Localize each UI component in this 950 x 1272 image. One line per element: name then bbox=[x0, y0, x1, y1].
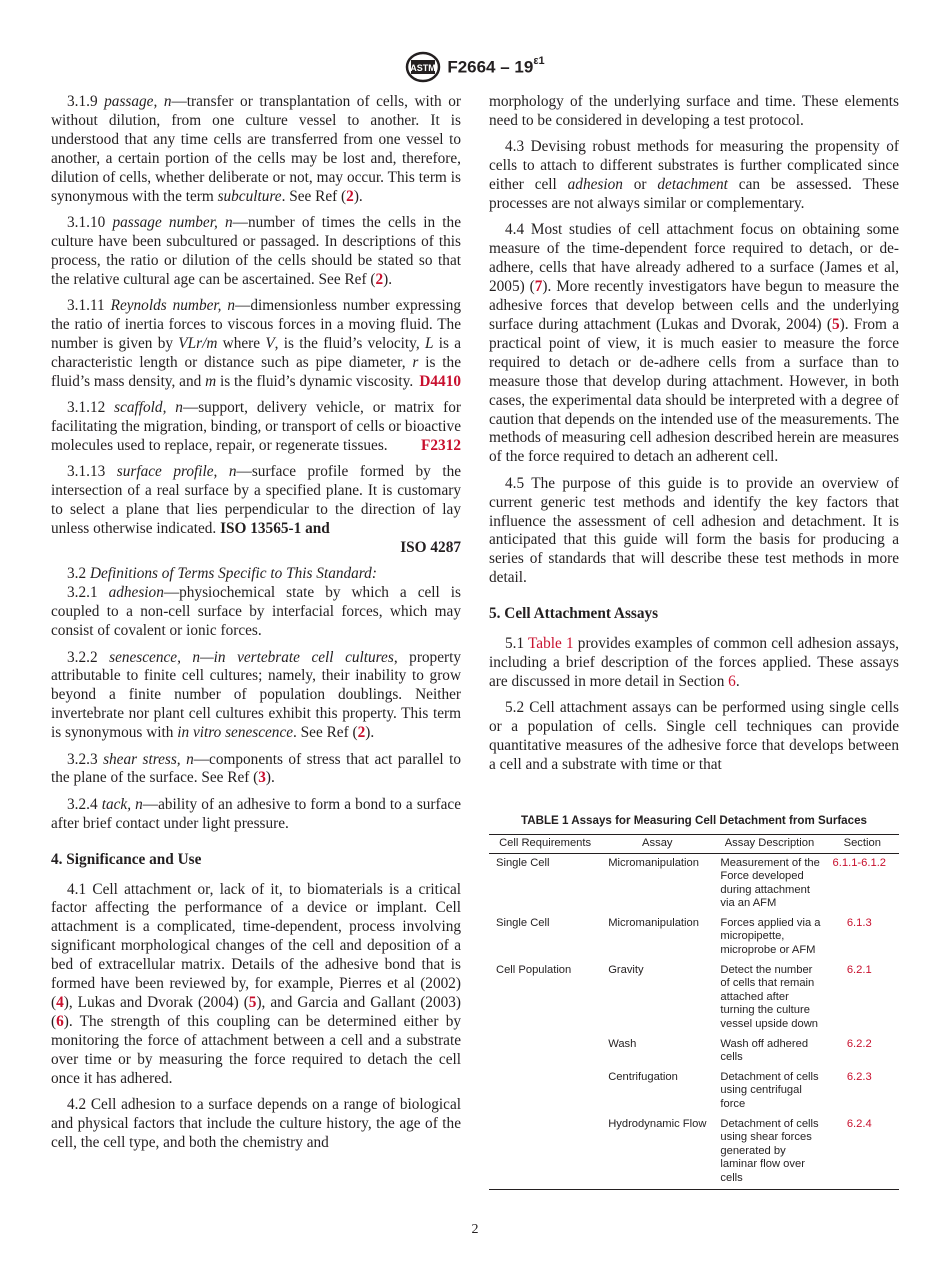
para-3-1-13: 3.1.13 surface profile, n—surface profile formed by the intersection of a real surface by a specified plane. It is customary to select a plane that lies perpendicular to the direction of lay unless otherwise indicated. ISO 13565-1 and ISO 4287 bbox=[51, 463, 462, 556]
ref-link[interactable]: 6 bbox=[56, 1012, 64, 1030]
table-cell: Detachment of cells using centrifugal force bbox=[720, 1070, 819, 1110]
table-cell: Wash off adhered cells bbox=[720, 1037, 809, 1064]
para-5-2: 5.2 Cell attachment assays can be performed using single cells or a population of cells. Single cell techniques can provide quantitative measures of the adhesive force that develops between a cell and a substrate with time or that bbox=[489, 699, 899, 773]
para-3-2-4: 3.2.4 tack, n—ability of an adhesive to form a bond to a surface after brief contact under light pressure. bbox=[51, 795, 461, 832]
designation: $F2664 - 19^{\varepsilon 1}$ bbox=[447, 54, 545, 77]
table-cell: Cell Population bbox=[496, 963, 572, 976]
section-5-heading: 5. Cell Attachment Assays bbox=[489, 605, 659, 623]
para-4-5: 4.5 The purpose of this guide is to provide an overview of current generic test methods and identify the key factors that influence the assessment of cell adhesion and detachment. It is anticipated that this guide will form the basis for producing a series of standards that will describe these test methods in more detail. bbox=[489, 474, 899, 587]
table-cell: Measurement of the Force developed during attachment via an AFM bbox=[720, 856, 820, 910]
table-row bbox=[489, 914, 899, 961]
table-cell: Forces applied via a micropipette, microprobe or AFM bbox=[720, 916, 821, 957]
standard-link[interactable]: F2312 bbox=[421, 436, 461, 454]
svg-text:ASTM: ASTM bbox=[410, 63, 437, 73]
para-4-1: 4.1 Cell attachment or, lack of it, to biomaterials is a critical factor affecting the performance of a device or implant. Cell attachment is a complicated, time-dependent, process involving significant morphological changes of the cell and deposition of a bed of extracellular matrix. Details of the adhesive bond that is formed have been reviewed by, for example, Pierres et al (2002) (4), Lukas and Dvorak (2004) (5), and Garcia and Gallant (2003) (6). The strength of this coupling can be determined either by monitoring the force of attachment between a cell and a substrate over time or by measuring the force required to detach the cell once it has adhered. bbox=[51, 880, 461, 1087]
column-header: Assay Description bbox=[713, 834, 825, 853]
section-link[interactable]: 6.2.3 bbox=[846, 1070, 872, 1083]
table-cell: Wash bbox=[608, 1037, 637, 1050]
standard-link[interactable]: D4410 bbox=[419, 372, 461, 390]
ref-link[interactable]: 5 bbox=[248, 994, 257, 1011]
ref-link[interactable]: 5 bbox=[831, 315, 840, 333]
standard-ref: ISO 4287 bbox=[400, 538, 461, 556]
para-4-2: 4.2 Cell adhesion to a surface depends on a range of biological and physical factors that include the culture history, the age of the cell, the cell type, and both the chemistry and bbox=[51, 1096, 461, 1151]
para-3-1-12: 3.1.12 scaffold, n—support, delivery vehicle, or matrix for facilitating the migration, binding, or transport of cells or bioactive molecules used to replace, repair, or regenerate tissues. F2312 bbox=[51, 399, 461, 454]
table-cell: Centrifugation bbox=[608, 1070, 678, 1083]
table-cell bbox=[489, 1035, 601, 1068]
table-caption: TABLE 1 Assays for Measuring Cell Detachment from Surfaces bbox=[521, 813, 867, 827]
para-3-2: 3.2 Definitions of Terms Specific to This Standard: bbox=[67, 565, 377, 583]
ref-link[interactable]: 2 bbox=[375, 270, 384, 288]
left-column bbox=[51, 93, 461, 1160]
ref-link[interactable]: 7 bbox=[534, 278, 543, 296]
section-link[interactable]: 6.1.3 bbox=[846, 916, 872, 929]
para-4-4: 4.4 Most studies of cell attachment focus on obtaining some measure of the time-dependent force required to detach, or de-adhere, cells that have already adhered to a surface (James et al, 2005) (7). More recently investigators have begun to measure the adhesive forces that develop between cells and the underlying surface during attachment (Lukas and Dvorak, 2004) (5). From a practical point of view, it is much easier to measure the force required to detach or de-adhere cells from a surface than to measure those that develop during attachment. However, in both cases, the experimental data should be interpreted with a degree of caution that depends on the intended use of the measurements. The methods of measuring cell adhesion described herein are measures of the force required to detach an adherent cell. bbox=[489, 221, 899, 466]
table-row bbox=[489, 1035, 899, 1068]
page-header bbox=[0, 50, 950, 84]
ref-link[interactable]: 3 bbox=[258, 769, 266, 787]
para-3-2-3: 3.2.3 shear stress, n—components of stress that act parallel to the plane of the surface. See Ref (3). bbox=[51, 750, 461, 787]
ref-link[interactable]: 2 bbox=[346, 187, 354, 205]
table-cell: Hydrodynamic Flow bbox=[601, 1115, 713, 1189]
table-cell: Single Cell bbox=[496, 916, 550, 929]
section-link[interactable]: 6.2.2 bbox=[846, 1037, 872, 1050]
table-cell: Gravity bbox=[608, 963, 644, 976]
astm-logo-icon bbox=[405, 51, 441, 83]
table-row bbox=[489, 961, 899, 1035]
section-link[interactable]: 6.2.4 bbox=[826, 1115, 899, 1189]
table-cell: Single Cell bbox=[496, 856, 550, 869]
ref-link[interactable]: 2 bbox=[357, 724, 366, 742]
standard-ref: ISO 13565-1 and bbox=[220, 520, 330, 538]
para-3-2-2: 3.2.2 senescence, n—in vertebrate cell cultures, property attributable to finite cell cultures; namely, their inability to grow beyond a finite number of population doublings. Neither invertebrate nor plant cell cultures exhibit this property. This term is synonymous with in vitro senescence. See Ref (2). bbox=[51, 648, 461, 742]
table-row bbox=[489, 1115, 899, 1189]
column-header: Assay bbox=[601, 834, 713, 853]
para-3-1-10: 3.1.10 passage number, n—number of times the cells in the culture have been subcultured or passaged. In descriptions of this process, the ratio or dilution of the cells should be stated so that the relative cultural age can be ascertained. See Ref (2). bbox=[51, 213, 461, 288]
para-3-1-11: 3.1.11 Reynolds number, n—dimensionless number expressing the ratio of inertia forces to viscous forces in a moving fluid. The number is given by VLr/m where V, is the fluid’s velocity, L is a characteristic length or distance such as pipe diameter, r is the fluid’s mass density, and m is the fluid’s dynamic viscosity. D4410 bbox=[51, 297, 461, 390]
section-4-heading: 4. Significance and Use bbox=[51, 850, 202, 868]
table-header-row bbox=[489, 834, 899, 853]
table-cell: Micromanipulation bbox=[608, 856, 699, 869]
para-5-1: 5.1 Table 1 provides examples of common cell adhesion assays, including a brief description of the forces applied. These assays are discussed in more detail in Section 6. bbox=[489, 635, 899, 690]
column-header: Cell Requirements bbox=[489, 834, 601, 853]
para-3-1-9: 3.1.9 passage, n—transfer or transplantation of cells, with or without dilution, from one culture vessel to another. It is understood that any time cells are transferred from one vessel to another, a certain portion of the cells may be lost and, therefore, dilution of cells, whether deliberate or not, may occur. This term is synonymous with the term subculture. See Ref (2). bbox=[51, 93, 462, 205]
table-cell: Detect the number of cells that remain attached after turning the culture vessel upside down bbox=[720, 963, 819, 1031]
table-cell bbox=[489, 1068, 601, 1115]
section-link[interactable]: 6.2.1 bbox=[846, 963, 872, 976]
section-link[interactable]: 6.1.1-6.1.2 bbox=[832, 856, 887, 869]
table-cell: Micromanipulation bbox=[608, 916, 699, 929]
table-cell bbox=[489, 1115, 601, 1189]
assay-table bbox=[489, 834, 899, 1190]
para-3-2-1: 3.2.1 adhesion—physiochemical state by which a cell is coupled to a non-cell surface by interfacial forces, which may consist of covalent or ionic forces. bbox=[51, 584, 461, 640]
table-link[interactable]: Table 1 bbox=[528, 635, 574, 653]
column-header: Section bbox=[826, 834, 899, 853]
table-cell: Detachment of cells using shear forces generated by laminar flow over cells bbox=[713, 1115, 825, 1189]
para-4-2-continued: morphology of the underlying surface and time. These elements need to be considered in developing a test protocol. bbox=[489, 93, 899, 129]
table-row bbox=[489, 853, 899, 914]
page-number: 2 bbox=[471, 1222, 479, 1237]
table-row bbox=[489, 1068, 899, 1115]
right-column bbox=[489, 93, 899, 1190]
ref-link[interactable]: 4 bbox=[56, 994, 64, 1011]
section-link[interactable]: 6 bbox=[728, 672, 736, 690]
para-4-3: 4.3 Devising robust methods for measuring the propensity of cells to attach to different substrates is further complicated since either cell adhesion or detachment can be assessed. These processes are not always similar or complementary. bbox=[489, 138, 899, 213]
